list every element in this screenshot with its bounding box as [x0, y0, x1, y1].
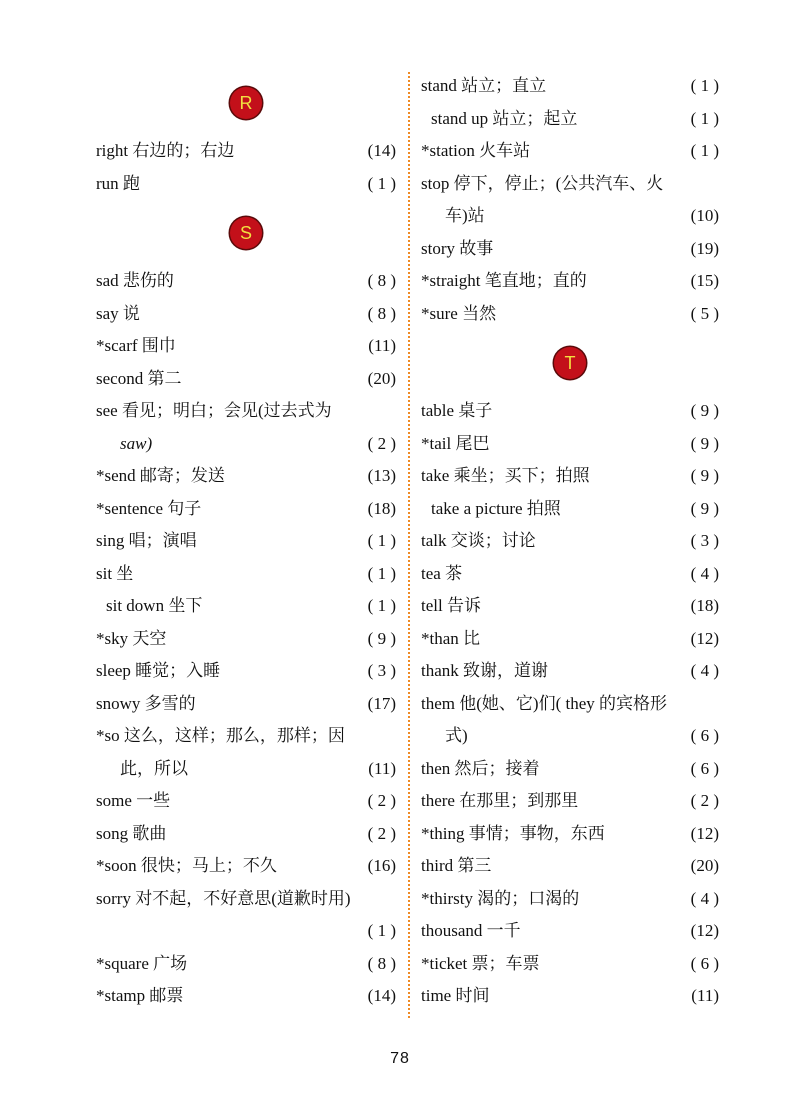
entry-text: table 桌子: [421, 401, 493, 420]
page-number: 78: [390, 1050, 410, 1067]
glossary-entry: [421, 103, 719, 136]
entry-text: *straight 笔直地；直的: [421, 271, 587, 290]
entry-page-ref: ( 4 ): [690, 563, 719, 583]
entry-page-ref: ( 9 ): [690, 401, 719, 420]
glossary-entry: [96, 980, 396, 1013]
entry-text: there 在那里；到那里: [421, 791, 579, 810]
glossary-entry: [96, 753, 396, 786]
entry-text: them 他(她、它)们( they 的宾格形: [421, 693, 667, 713]
entry-text: sorry 对不起，不好意思(道歉时用): [96, 888, 351, 908]
entry-text: tell 告诉: [421, 596, 481, 615]
glossary-entry: [421, 558, 719, 591]
entry-text: 车)站: [445, 206, 485, 225]
glossary-entry: [421, 428, 719, 461]
glossary-entry: [421, 655, 719, 688]
entry-text: *sky 天空: [96, 628, 167, 648]
entry-page-ref: ( 4 ): [690, 661, 719, 680]
entry-page-ref: ( 1 ): [367, 921, 396, 940]
glossary-entry: [421, 623, 719, 656]
glossary-entry: [421, 200, 719, 233]
entry-text: *ticket 票；车票: [421, 953, 540, 973]
glossary-entry: [421, 493, 719, 526]
entry-page-ref: ( 1 ): [690, 108, 719, 128]
entry-page-ref: (16): [367, 856, 396, 875]
entry-page-ref: (20): [690, 856, 719, 875]
entry-page-ref: (12): [690, 628, 719, 648]
entry-text: second 第二: [96, 368, 182, 388]
entry-text: stand up 站立；起立: [431, 108, 578, 128]
entry-page-ref: (15): [690, 271, 719, 290]
entry-text: some 一些: [96, 791, 171, 810]
right-column: [421, 70, 719, 1013]
entry-page-ref: ( 8 ): [367, 303, 396, 323]
glossary-entry: [421, 785, 719, 818]
entry-text: *scarf 围巾: [96, 336, 176, 355]
glossary-entry: [421, 948, 719, 981]
entry-text: *sure 当然: [421, 303, 497, 323]
entry-page-ref: (12): [690, 921, 719, 940]
entry-page-ref: ( 6 ): [690, 953, 719, 973]
glossary-entry: [96, 363, 396, 396]
glossary-entry: [96, 915, 396, 948]
glossary-entry: [96, 135, 396, 168]
entry-page-ref: (14): [367, 986, 396, 1005]
entry-text: saw): [120, 433, 153, 453]
entry-text: *square 广场: [96, 953, 188, 973]
glossary-entry: [421, 980, 719, 1013]
glossary-entry: [96, 785, 396, 818]
entry-page-ref: ( 4 ): [690, 888, 719, 908]
entry-text: stop 停下，停止；(公共汽车、火: [421, 173, 664, 193]
glossary-entry: [96, 883, 396, 916]
glossary-entry: [421, 460, 719, 493]
entry-text: right 右边的；右边: [96, 141, 235, 160]
entry-text: 式): [445, 726, 468, 745]
entry-text: sit 坐: [96, 563, 134, 583]
glossary-entry: [421, 168, 719, 201]
glossary-entry: [96, 655, 396, 688]
entry-page-ref: ( 6 ): [690, 758, 719, 778]
entry-text: *than 比: [421, 628, 481, 648]
glossary-entry: [96, 395, 396, 428]
entry-text: tea 茶: [421, 563, 463, 583]
entry-text: sleep 睡觉；入睡: [96, 661, 221, 680]
entry-text: take 乘坐；买下；拍照: [421, 466, 590, 485]
entry-page-ref: ( 3 ): [367, 661, 396, 680]
entry-page-ref: ( 1 ): [367, 173, 396, 193]
glossary-entry: [96, 850, 396, 883]
entry-page-ref: ( 9 ): [367, 628, 396, 648]
entry-page-ref: (18): [367, 498, 396, 518]
entry-text: *sentence 句子: [96, 498, 202, 518]
glossary-entry: [96, 623, 396, 656]
glossary-entry: [96, 948, 396, 981]
entry-text: thousand 一千: [421, 921, 521, 940]
entry-page-ref: (13): [367, 466, 396, 485]
entry-text: *soon 很快；马上；不久: [96, 856, 277, 875]
glossary-entry: [96, 460, 396, 493]
glossary-entry: [96, 298, 396, 331]
entry-page-ref: ( 9 ): [690, 433, 719, 453]
glossary-entry: [96, 168, 396, 201]
glossary-entry: [421, 850, 719, 883]
glossary-entry: [96, 688, 396, 721]
entry-page-ref: (11): [368, 758, 396, 778]
letter-badge: S: [230, 217, 262, 249]
entry-text: *thirsty 渴的；口渴的: [421, 888, 580, 908]
entry-text: *send 邮寄；发送: [96, 466, 225, 485]
entry-text: sing 唱；演唱: [96, 531, 197, 550]
entry-page-ref: (17): [367, 693, 396, 713]
entry-page-ref: (12): [690, 823, 719, 843]
entry-text: take a picture 拍照: [431, 498, 561, 518]
glossary-entry: [421, 915, 719, 948]
glossary-entry: [421, 720, 719, 753]
entry-page-ref: (18): [690, 596, 719, 615]
letter-badge: R: [230, 87, 262, 119]
entry-text: thank 致谢，道谢: [421, 661, 549, 680]
entry-page-ref: ( 1 ): [690, 76, 719, 95]
entry-page-ref: ( 2 ): [367, 823, 396, 843]
entry-page-ref: ( 2 ): [367, 791, 396, 810]
entry-text: run 跑: [96, 173, 140, 193]
glossary-entry: [96, 265, 396, 298]
glossary-entry: [421, 135, 719, 168]
glossary-entry: [96, 818, 396, 851]
entry-page-ref: ( 2 ): [367, 433, 396, 453]
letter-heading: [421, 330, 719, 395]
left-column: [96, 70, 396, 1013]
glossary-entry: [96, 590, 396, 623]
entry-page-ref: ( 3 ): [690, 531, 719, 550]
entry-text: third 第三: [421, 856, 492, 875]
entry-page-ref: ( 9 ): [690, 498, 719, 518]
column-divider: [408, 72, 410, 1018]
entry-text: 此，所以: [120, 758, 188, 778]
entry-text: song 歌曲: [96, 823, 167, 843]
entry-page-ref: ( 2 ): [690, 791, 719, 810]
entry-page-ref: (19): [690, 238, 719, 258]
entry-page-ref: ( 1 ): [367, 596, 396, 615]
letter-badge: T: [554, 347, 586, 379]
entry-text: snowy 多雪的: [96, 693, 196, 713]
letter-heading: [96, 200, 396, 265]
entry-page-ref: ( 8 ): [367, 271, 396, 290]
entry-page-ref: (11): [691, 986, 719, 1005]
glossary-entry: [421, 298, 719, 331]
entry-text: *stamp 邮票: [96, 986, 184, 1005]
entry-text: see 看见；明白；会见(过去式为: [96, 401, 332, 420]
entry-page-ref: (11): [368, 336, 396, 355]
glossary-entry: [421, 883, 719, 916]
glossary-entry: [421, 590, 719, 623]
entry-text: then 然后；接着: [421, 758, 540, 778]
glossary-entry: [96, 720, 396, 753]
entry-page-ref: ( 1 ): [367, 563, 396, 583]
entry-page-ref: ( 6 ): [690, 726, 719, 745]
letter-heading: [96, 70, 396, 135]
entry-text: story 故事: [421, 238, 494, 258]
entry-page-ref: ( 1 ): [690, 141, 719, 160]
entry-text: stand 站立；直立: [421, 76, 547, 95]
entry-text: say 说: [96, 303, 140, 323]
glossary-entry: [96, 330, 396, 363]
glossary-entry: [421, 233, 719, 266]
entry-text: sit down 坐下: [106, 596, 203, 615]
entry-text: sad 悲伤的: [96, 271, 174, 290]
entry-page-ref: ( 9 ): [690, 466, 719, 485]
entry-text: time 时间: [421, 986, 490, 1005]
entry-text: *tail 尾巴: [421, 433, 490, 453]
entry-page-ref: ( 1 ): [367, 531, 396, 550]
entry-page-ref: ( 5 ): [690, 303, 719, 323]
entry-page-ref: (20): [367, 368, 396, 388]
glossary-entry: [96, 428, 396, 461]
entry-text: *station 火车站: [421, 141, 531, 160]
entry-page-ref: (10): [690, 206, 719, 225]
glossary-entry: [421, 70, 719, 103]
entry-text: talk 交谈；讨论: [421, 531, 536, 550]
entry-text: *thing 事情；事物，东西: [421, 823, 605, 843]
glossary-entry: [421, 818, 719, 851]
glossary-entry: [96, 525, 396, 558]
entry-page-ref: ( 8 ): [367, 953, 396, 973]
glossary-entry: [96, 558, 396, 591]
entry-page-ref: (14): [367, 141, 396, 160]
glossary-entry: [96, 493, 396, 526]
glossary-entry: [421, 753, 719, 786]
glossary-entry: [421, 395, 719, 428]
entry-text: *so 这么，这样；那么，那样；因: [96, 726, 345, 745]
glossary-entry: [421, 688, 719, 721]
glossary-entry: [421, 265, 719, 298]
glossary-entry: [421, 525, 719, 558]
